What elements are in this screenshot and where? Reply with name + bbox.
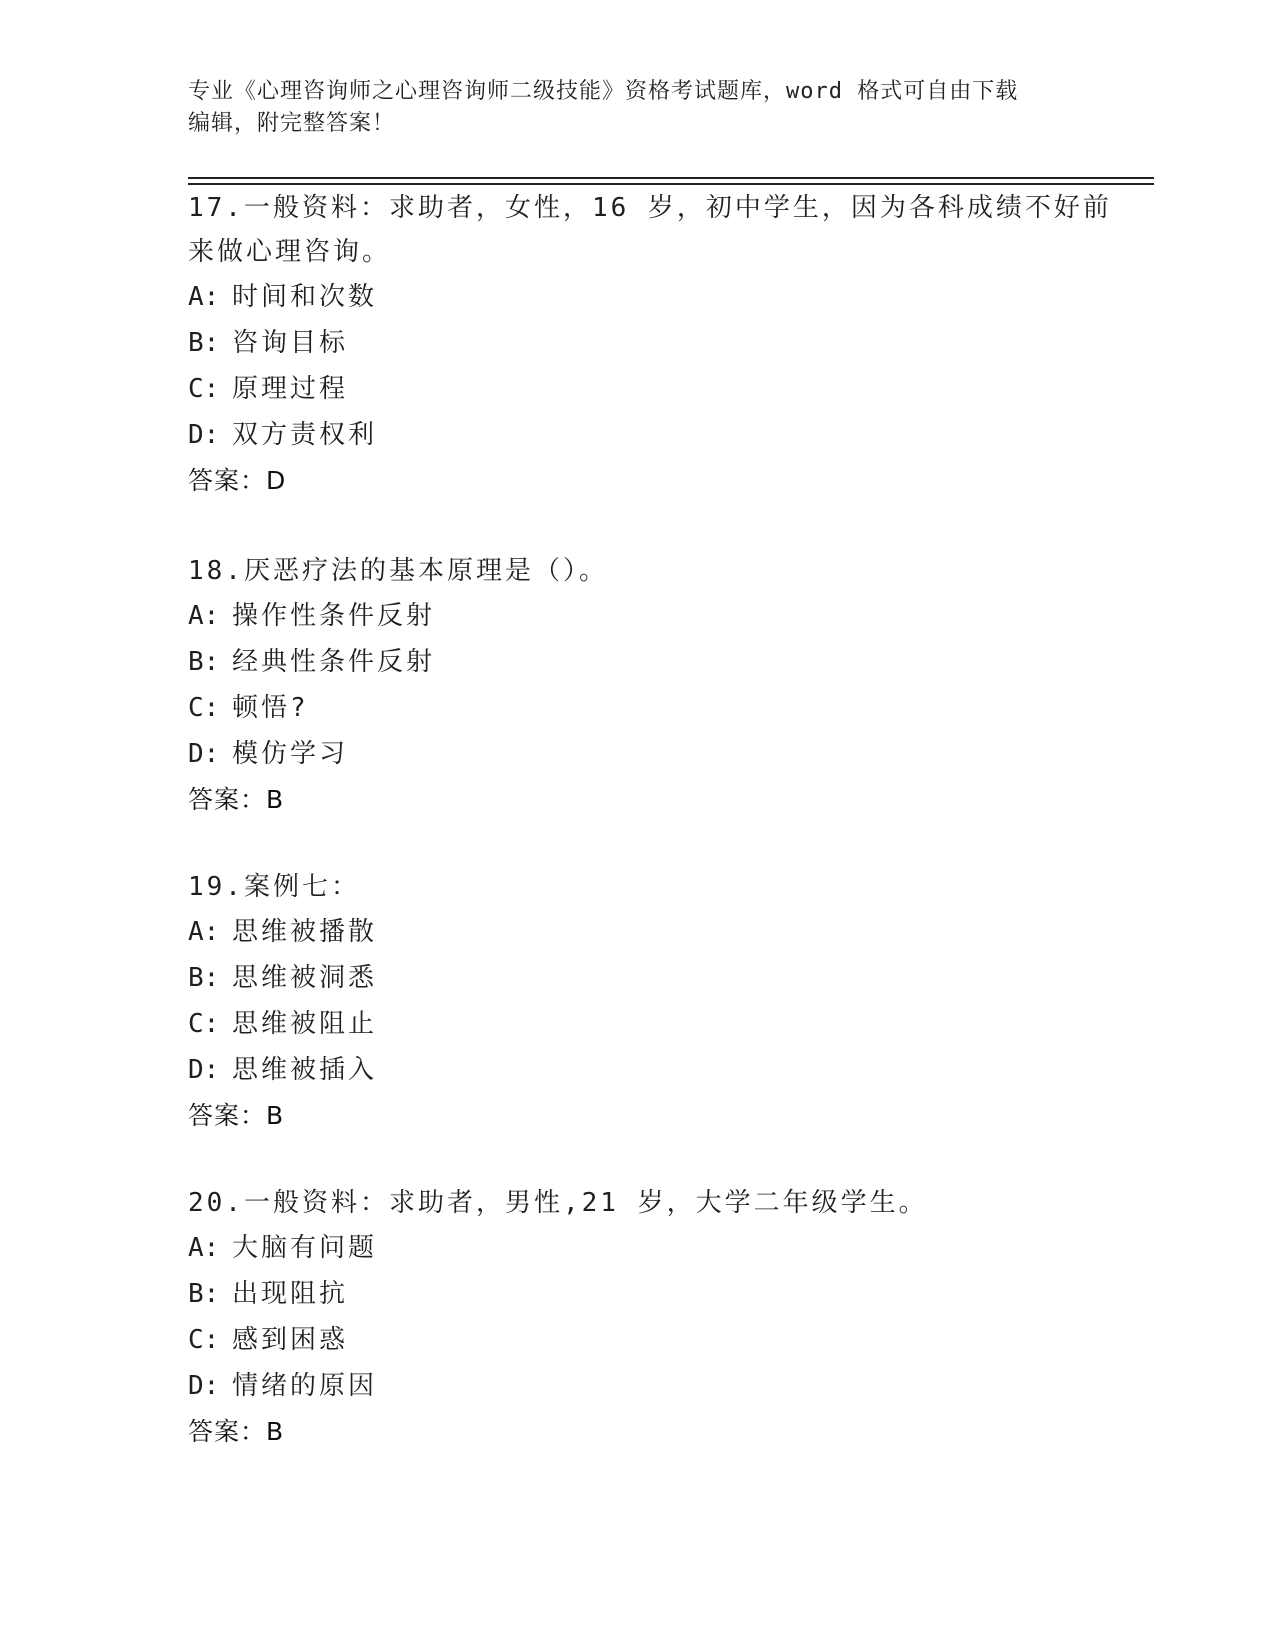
option-letter: A:	[188, 917, 220, 947]
option-letter: D:	[188, 739, 220, 769]
option-letter: C:	[188, 374, 220, 404]
option-text: 双方责权利	[232, 420, 378, 450]
option-letter: A:	[188, 1233, 220, 1263]
option-c	[188, 1001, 1088, 1047]
option-letter: B:	[188, 647, 220, 677]
answer-label: 答案：B	[188, 785, 285, 814]
option-text: 经典性条件反射	[232, 647, 436, 677]
option-text: 操作性条件反射	[232, 601, 436, 631]
header-line-1: 专业《心理咨询师之心理咨询师二级技能》资格考试题库，word 格式可自由下载	[188, 79, 1019, 104]
option-a	[188, 593, 1088, 639]
option-c	[188, 685, 1088, 731]
question-stem-line-2: 来做心理咨询。	[188, 237, 392, 267]
option-text: 思维被洞悉	[232, 963, 378, 993]
option-d	[188, 1047, 1088, 1093]
header-line-2: 编辑，附完整答案！	[188, 111, 396, 136]
option-a	[188, 274, 1088, 320]
option-letter: C:	[188, 1325, 220, 1355]
option-letter: B:	[188, 328, 220, 358]
option-letter: B:	[188, 1279, 220, 1309]
answer-label: 答案：B	[188, 1417, 285, 1446]
option-a	[188, 1225, 1088, 1271]
option-d	[188, 1363, 1088, 1409]
option-letter: D:	[188, 1055, 220, 1085]
option-letter: C:	[188, 693, 220, 723]
option-d	[188, 731, 1088, 777]
option-letter: D:	[188, 1371, 220, 1401]
question-19	[188, 865, 1088, 1139]
option-text: 思维被插入	[232, 1055, 378, 1085]
option-b	[188, 1271, 1088, 1317]
header-divider-top	[188, 177, 1154, 179]
option-text: 大脑有问题	[232, 1233, 378, 1263]
option-c	[188, 1317, 1088, 1363]
option-text: 情绪的原因	[232, 1371, 378, 1401]
document-header	[188, 76, 1088, 140]
option-letter: D:	[188, 420, 220, 450]
option-letter: C:	[188, 1009, 220, 1039]
header-divider-bottom	[188, 183, 1154, 185]
option-text: 顿悟?	[232, 693, 309, 723]
option-c	[188, 366, 1088, 412]
answer-label: 答案：D	[188, 466, 287, 495]
question-stem-line-1: 18.厌恶疗法的基本原理是（）。	[188, 556, 608, 586]
option-text: 咨询目标	[232, 328, 349, 358]
option-text: 时间和次数	[232, 282, 378, 312]
question-17	[188, 186, 1112, 504]
option-text: 原理过程	[232, 374, 349, 404]
option-b	[188, 639, 1088, 685]
answer-label: 答案：B	[188, 1101, 285, 1130]
option-b	[188, 955, 1088, 1001]
question-stem-line-1: 20.一般资料：求助者，男性,21 岁，大学二年级学生。	[188, 1188, 928, 1218]
question-stem-line-1: 19.案例七：	[188, 872, 360, 902]
option-text: 思维被播散	[232, 917, 378, 947]
option-text: 感到困惑	[232, 1325, 349, 1355]
option-a	[188, 909, 1088, 955]
option-d	[188, 412, 1088, 458]
option-text: 思维被阻止	[232, 1009, 378, 1039]
question-stem-line-1: 17.一般资料：求助者，女性，16 岁，初中学生，因为各科成绩不好前	[188, 193, 1112, 223]
option-letter: A:	[188, 601, 220, 631]
question-18	[188, 549, 1088, 823]
option-b	[188, 320, 1088, 366]
question-20	[188, 1181, 1088, 1455]
option-text: 模仿学习	[232, 739, 349, 769]
option-letter: A:	[188, 282, 220, 312]
option-letter: B:	[188, 963, 220, 993]
option-text: 出现阻抗	[232, 1279, 349, 1309]
